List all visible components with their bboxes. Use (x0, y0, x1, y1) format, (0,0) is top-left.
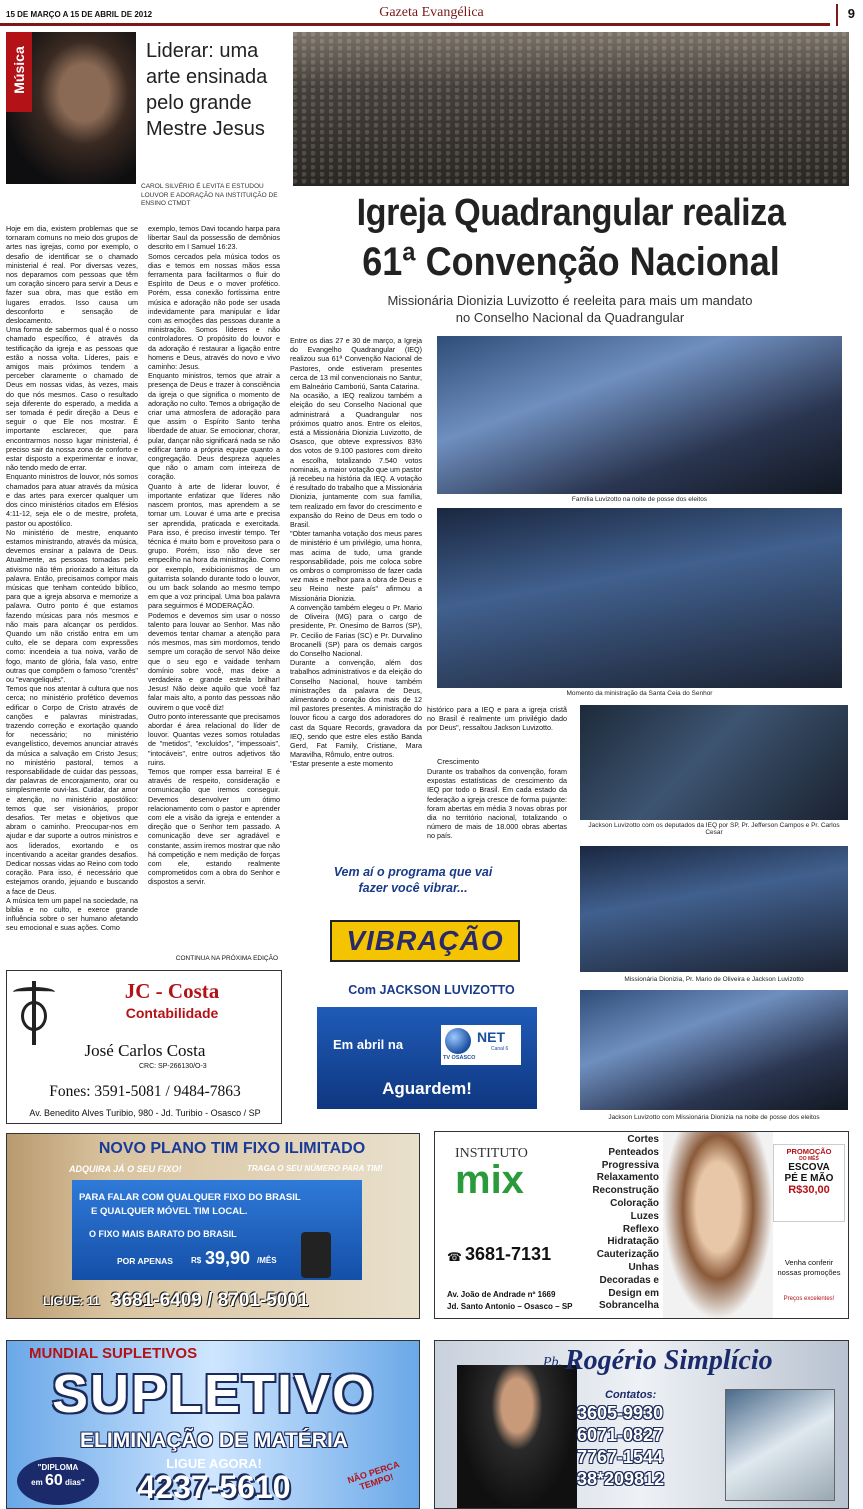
photo-santa-ceia (437, 508, 842, 688)
mix-services (575, 1134, 659, 1313)
music-section-tag (6, 32, 32, 112)
diploma-badge (17, 1457, 99, 1505)
main-subhead: Missionária Dionizia Luvizotto é reeleita para mais um mandato no Conselho Nacional da Quadrangular (387, 293, 753, 325)
rogerio-name: Rogério Simplício (565, 1345, 773, 1376)
tim-sub1: ADQUIRA JÁ O SEU FIXO! (69, 1164, 182, 1174)
rogerio-phone: 7767-1544 (577, 1447, 664, 1467)
mix-promo3: ESCOVA (788, 1162, 830, 1173)
rogerio-phone: 3605-9930 (577, 1403, 664, 1423)
mix-promo4: PÉ E MÃO (784, 1173, 834, 1184)
service-item: Relaxamento (596, 1172, 659, 1184)
supletivo-top: MUNDIAL SUPLETIVOS (29, 1345, 198, 1362)
service-item: Reflexo (622, 1223, 659, 1235)
supletivo-ad (6, 1340, 420, 1509)
tim-price: 39,90 (205, 1248, 251, 1268)
rogerio-phone: 6071-0827 (577, 1425, 664, 1445)
rogerio-contatos: Contatos: (605, 1389, 657, 1401)
mix-phone: 3681-7131 (465, 1244, 552, 1264)
photo-jackson-dionizia (580, 990, 848, 1110)
music-article-col2: exemplo, temos Davi tocando harpa para libertar Saul da possessão de demônios descrito em I Samuel 16:23. Somos cercados pela música todos os dias e temos em nossas mãos essa ferramenta para facilitarmos o fluir do Espírito de Deus e o mover profético. Porém, essa conexão fortíssima entre música e adoração não pode ser usada indevidamente para manipular e lidar com as emoções das pessoas durante a ministração. Somos líderes e não controladores. O propósito do louvor e da adoração é restaurar a ligação entre homens e Deus, através do novo e vivo caminho: Jesus. Enquanto ministros, temos que atrair a presença de Deus e trazer à consciência da igreja o que significa o momento de adoração no culto. Temos a obrigação de criar uma atmosfera de adoração para que assim o Espírito Santo tenha liberdade de atuar. Se emocionar, chorar, pular, dançar não significará nada se não edificar tanto a própria equipe quanto a congregação. Deus despreza aqueles que não o amam com inteireza de coração. Quanto à arte de liderar louvor, é importante enfatizar que líderes não nascem prontos, mas aprendem a se tornar um. Louvar é uma arte e precisa ser aprendida, praticada e exercitada. Para isso, é preciso investir tempo. Ter técnica é muito bom e proveitoso para o grupo. Porém, isso não deve ser empecilho na hora da ministração. Como por exemplo, exibicionismos de um guitarrista solando durante todo o louvor, ou um back solando ao mesmo tempo em que a voz principal. Uma boa palavra para seguirmos é MODERAÇÃO. Podemos e devemos sim usar o nosso talento para louvar ao Senhor. Mas não devemos tentar chamar a atenção para nós mesmos, mas sim mordomos, tendo sempre um coração de servo! Não deixe que o seu ego e vaidade tenham domínio sobre você, mas deixe a verdadeira e grande estrela brilhar! Jesus! Não deixe aquilo que você faz falar mais alto, a ponto das pessoas não ouvirem o que você diz! Outro ponto interessante que precisamos abordar é área relacional do líder de louvor. Quantas vezes somos rotuladas de "metidos", "excluídos", "impessoais", "intocáveis", entre outros adjetivos tão ruins. Temos que romper essa barreira! E é através de respeito, consideração e comunicação que iremos conseguir. Devemos desenvolver um ótimo relacionamento com o pastor e aprender com ele a visão da igreja e entender a direção que o Senhor tem passado. A comunicação deve ser agradável e constante, assim iremos mostrar que não há competição e nem medição de forças com ele, estando realmente comprometidos com a obra do Senhor e dispostos a servir. (148, 224, 280, 887)
caption-jackson-dionizia: Jackson Luvizotto com Missionária Dionizia na noite de posse dos eleitos (608, 1114, 820, 1121)
mix-promo1: PROMOÇÃO (786, 1147, 832, 1156)
caduceus-icon (11, 977, 57, 1049)
photo-deputados (580, 705, 848, 820)
tim-ad (6, 1133, 420, 1319)
mix-conferir: Venha conferir nossas promoções (777, 1258, 841, 1277)
service-item: Decoradas e (599, 1274, 659, 1286)
service-item: Hidratação (607, 1236, 659, 1248)
diploma-dias: dias" (65, 1478, 85, 1487)
tim-line1: PARA FALAR COM QUALQUER FIXO DO BRASIL (79, 1192, 301, 1203)
service-item: Penteados (608, 1146, 659, 1158)
tim-mes: /MÊS (257, 1256, 277, 1265)
main-headline-line2: 61ª Convenção Nacional (362, 240, 780, 284)
mix-address1: Av. João de Andrade nº 1669 (447, 1290, 556, 1299)
mix-instituto: INSTITUTO (455, 1146, 528, 1161)
jc-phones: Fones: 3591-5081 / 9484-7863 (49, 1083, 241, 1100)
model-photo (663, 1132, 773, 1319)
mix-promo-price: R$30,00 (788, 1184, 830, 1196)
vibracao-em-abril: Em abril na (333, 1037, 404, 1052)
music-tag-label: Música (11, 46, 27, 94)
photo-familia-luvizotto (437, 336, 842, 494)
caption-dionizia-mario: Missionária Dionizia, Pr. Mario de Oliveira e Jackson Luvizotto (624, 976, 804, 983)
main-article-col2b: Durante os trabalhos da convenção, foram expostas estatísticas de crescimento da IEQ por todo o Brasil. Em cada estado da federação a igreja cresce de forma pujante: foram abertas em média 3 novas obras por dia no território nacional, totalizando o número de mais de 18.000 obras abertas no país. (427, 767, 567, 841)
caption-familia: Família Luvizotto na noite de posse dos eleitos (571, 496, 708, 503)
header-date: 15 DE MARÇO A 15 DE ABRIL DE 2012 (6, 10, 153, 19)
vibracao-with: Com JACKSON LUVIZOTTO (348, 983, 515, 997)
tv-osasco: TV OSASCO (443, 1055, 476, 1061)
rogerio-ad (434, 1340, 849, 1509)
supletivo-naoperca: NÃO PERCA TEMPO! (346, 1459, 401, 1492)
vibracao-top-text: Vem aí o programa que vai fazer você vibrar... (333, 865, 493, 895)
mix-address2: Jd. Santo Antonio – Osasco – SP (447, 1302, 573, 1311)
phone-icon: ☎ (447, 1250, 462, 1264)
diploma-line2 (17, 1472, 99, 1490)
tim-phones: 3681-6409 / 8701-5001 (111, 1290, 309, 1311)
main-article-col1: Entre os dias 27 e 30 de março, a Igreja do Evangelho Quadrangular (IEQ) realizou sua 61ª Convenção Nacional de Pastores, onde estiveram presentes cerca de 13 mil convencionais no Santur, em Balneário Camboriú, Santa Catarina. Na ocasião, a IEQ realizou também a eleição do seu Conselho Nacional que administrará a Quadrangular nos próximos quatro anos. Entre os eleitos, está a Missionária Dionizia Luvizotto, de Osasco, que obteve expressivos 83% dos votos de 9.100 pastores com direito a escolha, totalizando 7.540 votos nominais, a maior votação que um pastor já recebeu na história da IEQ. A votação é resultado do trabalho que a Missionária Dionizia, juntamente com sua família, tem realizado em favor do crescimento e expansão do Reino de Deus em todo o Brasil. "Obter tamanha votação dos meus pares de ministério é um privilégio, uma honra, mas acima de tudo, uma grande responsabilidade, pois me coloca sobre os ombros o compromisso de fazer cada vez mais e melhor para a obra de Deus e seu Reino neste país" afirmou a Missionária Dionizia. A convenção também elegeu o Pr. Mario de Oliveira (MG) para o cargo de presidente, Pr. Onesimo de Barros (SP), Pr. Cecilio de Farias (SC) e Pr. Durvalino Brocanelli (SP) para os demais cargos do Conselho Nacional. Durante a convenção, além dos trabalhos administrativos e da eleição do Conselho Nacional, houve também ministrações da palavra de Deus, alimentando o coração dos mais de 12 mil pastores presentes. A ministração do louvor ficou a cargo dos adoradores do cast da Square Records, gravadora da IEQ, sendo que estre eles estão Banda Gerd, Fat Family, Cristiane, Mara Maravilha, Rômulo, entre outros. "Estar presente a este momento (290, 336, 422, 769)
service-item: Luzes (630, 1210, 659, 1222)
header-rule-right (836, 4, 838, 26)
header-rule (0, 23, 830, 26)
service-item: Sobrancelha (598, 1300, 659, 1312)
continua-note: CONTINUA NA PRÓXIMA EDIÇÃO (175, 955, 278, 962)
jc-address: Av. Benedito Alves Turibio, 980 - Jd. Turibio - Osasco / SP (29, 1108, 261, 1118)
tim-line3: O FIXO MAIS BARATO DO BRASIL (89, 1229, 237, 1239)
service-item: Reconstrução (592, 1185, 659, 1197)
rogerio-phone: 38*209812 (577, 1469, 665, 1489)
jc-person: José Carlos Costa (84, 1041, 206, 1060)
service-item: Design em (608, 1287, 659, 1299)
jc-crc: CRC: SP-266130/O-3 (139, 1063, 207, 1070)
jc-name1: JC - Costa (124, 979, 220, 1003)
vibracao-logo: VIBRAÇÃO (330, 920, 520, 962)
diploma-60: 60 (44, 1472, 63, 1489)
main-headline-line1: Igreja Quadrangular realiza (356, 192, 786, 234)
main-article-col2: histórico para a IEQ e para a igreja cristã no Brasil é realmente um privilégio dado por Deus", ressaltou Jackson Luvizotto. (427, 705, 567, 733)
mix-precos: Preços excelentes! (783, 1296, 835, 1302)
supletivo-big: SUPLETIVO (51, 1364, 377, 1424)
net-canal: Canal 6 (491, 1046, 509, 1052)
tim-sub2: TRAGA O SEU NÚMERO PARA TIM! (247, 1164, 383, 1173)
subtitle-crescimento: Crescimento (437, 757, 480, 766)
page-header (0, 0, 863, 30)
caption-deputados: Jackson Luvizotto com os deputados da IEQ por SP, Pr. Jefferson Campos e Pr. Carlos Cesar (588, 822, 840, 836)
diploma-line1: "DIPLOMA (37, 1463, 79, 1472)
cd-covers-image (725, 1389, 835, 1501)
mix-promo-box (773, 1144, 845, 1222)
jc-name2: Contabilidade (125, 1005, 219, 1021)
rogerio-pb: Pb. (543, 1355, 563, 1370)
caption-santa-ceia: Momento da ministração da Santa Ceia do Senhor (566, 690, 713, 697)
music-article-col1: Hoje em dia, existem problemas que se tornaram comuns no meio dos grupos de artes nas igrejas, como por exemplo, o desafio de identificar se o chamado ministerial é real. Por diversas vezes, nos deparamos com pessoas que têm um coração sincero para servir a Deus e fazer sua obra, mas que estão em lugares errados. Isso causa um desconforto e sensação de deslocamento. Uma forma de sabermos qual é o nosso chamado específico, é através da testificação da igreja e as pessoas que estão a nossa volta. Líderes, pais e amigos mais próximos tendem a perceber claramente o chamado de Deus em nossas vidas, às vezes, mais do que nós mesmos. Caso o resultado seja diferente do esperado, a medida a ser tomada é pedir direção a Deus e seguir o que Ele nos mostrar. É importante esclarecer, que para encontrarmos nosso lugar ministerial, é preciso sair da nossa zona de conforto e estar disposto a experimentar e inovar, não tendo medo de errar. Enquanto ministros de louvor, nós somos chamados para atuar através da música e das artes para exercer qualquer um dos cinco ministérios citados em Efésios 4:11-12, seja ele o de mestre, profeta, pastor ou apostólico. No ministério de mestre, enquanto estamos ministrando, através da música, devemos ensinar a palavra de Deus. Atualmente, as pessoas tomadas pelo ativismo não têm priorizado a leitura da palavra. Então, precisamos compor mais músicas que tenham conteúdo bíblico, para que a igreja absorva e memorize a palavra. Outro ponto é que estamos fazendo músicas para nós mesmos e não mais para alcançar os perdidos. Quando um não cristão entra em um culto, ele se depara com expressões como: incendeia a tua noiva, varão de fogo, manto de glória, fala vaso, entre outras que compõem o famoso "crentês" ou "evangeliquês". Temos que nos atentar à cultura que nos cerca; no ministério profético devemos edificar o Corpo de Cristo através de canções e palavras ministradas, trazendo correção e exortação quando for necessário; no ministério evangelístico, devemos anunciar através da música a salvação em Cristo Jesus; no ministério pastoral, temos a responsabilidade de cuidar das pessoas, dar palavras de encorajamento, orar ou simplesmente ouvi-las. Cuidar, dar amor e atenção, no ministério apostólico: temos que ser visionários, propor desafios. Ter metas e objetivos que abram o caminho. Preocupar-nos em ajudar e dar suporte a outros ministros e aos liderados, exortando e os incentivando a aceitar grandes desafios. Dedicar nossas vidas ao Reino com todo coração. Para isso, é necessário que estejamos orando, jejuando e buscando a face de Deus. A música tem um papel na sociedade, na bíblia e no culto, e exerce grande influência sobre o ser humano afetando seu emocional e suas ações. Como (6, 224, 138, 933)
service-item: Coloração (610, 1197, 659, 1209)
mix-logo: mix (455, 1158, 524, 1202)
instituto-mix-ad (434, 1131, 849, 1319)
net-logo-box (441, 1025, 521, 1065)
page-number: 9 (847, 6, 855, 21)
vibracao-aguardem: Aguardem! (382, 1079, 472, 1098)
phone-handset-icon (301, 1232, 331, 1278)
service-item: Unhas (628, 1261, 659, 1273)
service-item: Cortes (627, 1134, 659, 1145)
tim-por: POR APENAS (117, 1256, 173, 1266)
supletivo-ligue: LIGUE AGORA! (166, 1456, 262, 1471)
convention-crowd-photo (293, 32, 849, 186)
jc-costa-ad (6, 970, 282, 1124)
supletivo-sub: ELIMINAÇÃO DE MATÉRIA (80, 1429, 348, 1452)
service-item: Progressiva (601, 1159, 659, 1171)
vibracao-blue-box (317, 1007, 537, 1109)
music-article-title: Liderar: uma arte ensinada pelo grande Mestre Jesus (146, 40, 268, 140)
vibracao-ad (290, 860, 573, 1116)
pastor-photo (457, 1365, 577, 1509)
music-byline: CAROL SILVÉRIO É LEVITA E ESTUDOU LOUVOR E ADORAÇÃO NA INSTITUIÇÃO DE ENSINO CTMDT (141, 183, 278, 207)
service-item: Cauterização (596, 1249, 659, 1261)
mix-promo2: DO MÊS (799, 1156, 819, 1162)
tim-rs: R$ (191, 1256, 202, 1265)
tim-line2: E QUALQUER MÓVEL TIM LOCAL. (91, 1206, 248, 1217)
tim-title: NOVO PLANO TIM FIXO ILIMITADO (98, 1140, 366, 1157)
supletivo-phone: 4237-5610 (137, 1469, 291, 1505)
tim-ligue: LIGUE: 11 (43, 1294, 100, 1308)
net-globe-icon (445, 1028, 471, 1054)
diploma-em: em (31, 1478, 43, 1487)
net-logo-text: NET (477, 1029, 505, 1045)
paper-name: Gazeta Evangélica (379, 5, 484, 20)
photo-dionizia-mario (580, 846, 848, 972)
